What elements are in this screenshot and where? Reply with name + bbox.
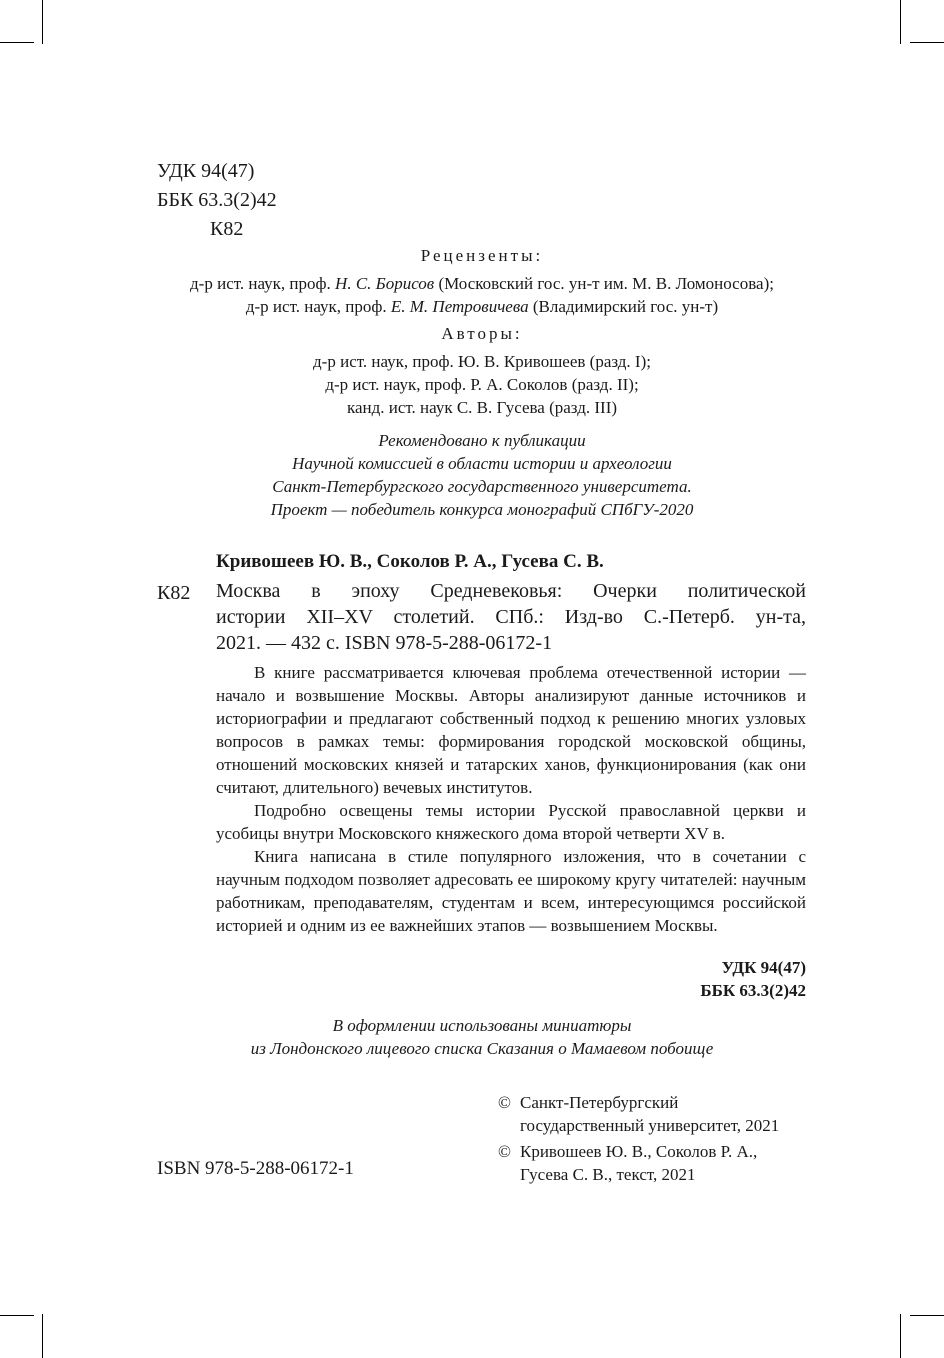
recommendation-line: Проект — победитель конкурса монографий СПбГУ-2020 (270, 500, 694, 519)
recommendation-line: Рекомендовано к публикации (378, 431, 586, 450)
classification-block (157, 157, 277, 244)
copyright-entry (498, 1091, 779, 1137)
bibliographic-title (216, 578, 806, 656)
crop-mark-top-left-horizontal (0, 42, 34, 43)
annotation (216, 661, 806, 937)
crop-mark-top-right-vertical (900, 0, 901, 44)
reviewer-name: Н. С. Борисов (335, 274, 435, 293)
title-line: 2021. — 432 с. ISBN 978-5-288-06172-1 (216, 632, 553, 654)
annotation-paragraph: В книге рассматривается ключевая проблема отечественной истории — начало и возвышение Москвы. Авторы анализируют данные источников и историографии и предлагают собственный подход к решению многих узловых вопросов в рамках темы: формирования городской московской общины, отношений московских князей и татарских ханов, функционирования (как они считают, длительного) вечевых институтов. (216, 663, 806, 797)
bbk-code: ББК 63.3(2)42 (157, 189, 277, 211)
copyright-line: Гусева С. В., текст, 2021 (520, 1165, 696, 1184)
copyright-block (498, 1091, 779, 1186)
bibliographic-authors: Кривошеев Ю. В., Соколов Р. А., Гусева С. В. (216, 551, 604, 572)
recommendation-line: Санкт-Петербургского государственного университета. (272, 477, 692, 496)
bibliographic-sign: К82 (157, 582, 191, 604)
title-line: истории XII–XV столетий. СПб.: Изд-во С.-Петерб. ун-та, (216, 606, 806, 628)
copyright-symbol: © (498, 1093, 511, 1112)
recommendation-line: Научной комиссией в области истории и археологии (292, 454, 672, 473)
author-line: д-р ист. наук, проф. Ю. В. Кривошеев (разд. I); (313, 352, 651, 371)
author-sign: К82 (210, 218, 244, 240)
copyright-line: Кривошеев Ю. В., Соколов Р. А., (520, 1142, 758, 1161)
recommendation-block (157, 429, 807, 521)
crop-mark-bottom-right-vertical (900, 1314, 901, 1358)
annotation-paragraph: Книга написана в стиле популярного изложения, что в сочетании с научным подходом позволяет адресовать ее широкому кругу читателей: научным работникам, преподавателям, студентам и всем, интересующимся российской историей и одним из ее важнейших этапов — возвышением Москвы. (216, 847, 806, 935)
copyright-line: государственный университет, 2021 (520, 1116, 780, 1135)
title-line: Москва в эпоху Средневековья: Очерки политической (216, 580, 806, 602)
illustrations-line: В оформлении использованы миниатюры (332, 1016, 632, 1035)
crop-mark-bottom-left-vertical (42, 1314, 43, 1358)
annotation-classification (216, 956, 806, 1002)
reviewers-heading: Рецензенты: (420, 246, 544, 265)
reviewers-list (140, 272, 824, 318)
copyright-entry (498, 1140, 779, 1186)
copyright-line: Санкт-Петербургский (520, 1093, 679, 1112)
crop-mark-top-right-horizontal (910, 42, 944, 43)
annotation-bbk: ББК 63.3(2)42 (700, 981, 806, 1000)
authors-list (157, 350, 807, 419)
authors-heading: Авторы: (441, 324, 523, 343)
copyright-symbol: © (498, 1142, 511, 1161)
udk-code: УДК 94(47) (157, 160, 255, 182)
reviewer-line: д-р ист. наук, проф. Н. С. Борисов (Московский гос. ун-т им. М. В. Ломоносова); (190, 274, 774, 293)
annotation-paragraph: Подробно освещены темы истории Русской православной церкви и усобицы внутри Московского княжеского дома второй четверти XV в. (216, 801, 806, 843)
illustrations-line: из Лондонского лицевого списка Сказания о Мамаевом побоище (250, 1039, 714, 1058)
author-line: д-р ист. наук, проф. Р. А. Соколов (разд. II); (325, 375, 639, 394)
reviewer-line: д-р ист. наук, проф. Е. М. Петровичева (Владимирский гос. ун-т) (245, 297, 719, 316)
crop-mark-bottom-left-horizontal (0, 1315, 34, 1316)
author-line: канд. ист. наук С. В. Гусева (разд. III) (346, 398, 618, 417)
crop-mark-top-left-vertical (42, 0, 43, 44)
reviewer-name: Е. М. Петровичева (390, 297, 529, 316)
crop-mark-bottom-right-horizontal (910, 1315, 944, 1316)
illustrations-note (140, 1014, 824, 1060)
isbn: ISBN 978-5-288-06172-1 (157, 1158, 354, 1179)
annotation-udk: УДК 94(47) (721, 958, 806, 977)
